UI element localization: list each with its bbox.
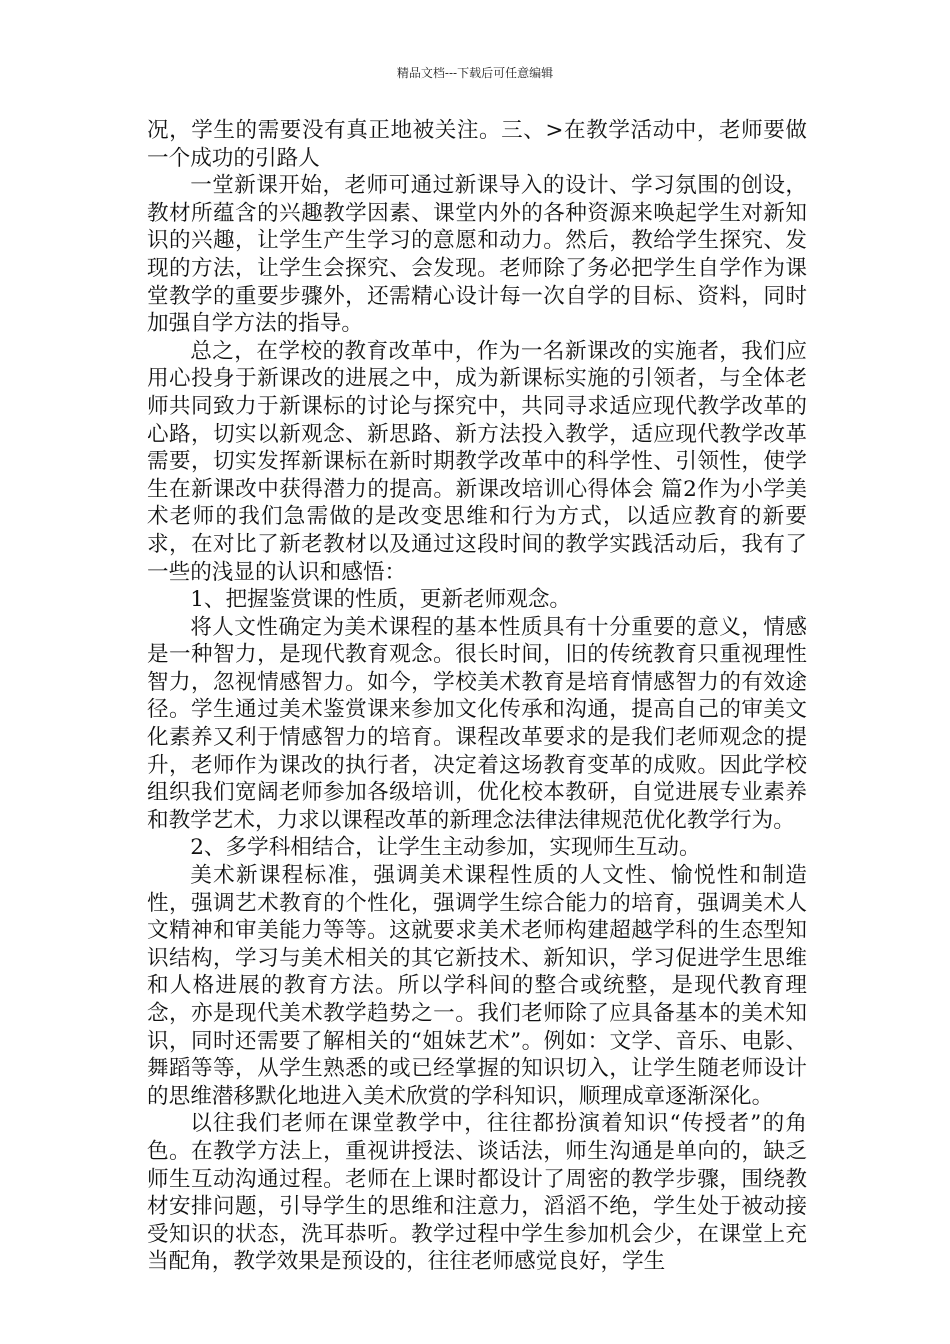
- paragraph-8: 以往我们老师在课堂教学中，往往都扮演着知识“传授者”的角色。在教学方法上，重视讲授法、谈话法，师生沟通是单向的，缺乏师生互动沟通过程。老师在上课时都设计了周密的教学步骤，围绕教材安排问题，引导学生的思维和注意力，滔滔不绝，学生处于被动接受知识的状态，洗耳恭听。教学过程中学生参加机会少，在课堂上充当配角，教学效果是预设的，往往老师感觉良好，学生: [147, 1111, 807, 1275]
- page-header: 精品文档---下载后可任意编辑: [396, 66, 554, 80]
- paragraph-2: 一堂新课开始，老师可通过新课导入的设计、学习氛围的创设，教材所蕴含的兴趣教学因素、课堂内外的各种资源来唤起学生对新知识的兴趣，让学生产生学习的意愿和动力。然后，教给学生探究、发现的方法，让学生会探究、会发现。老师除了务必把学生自学作为课堂教学的重要步骤外，还需精心设计每一次自学的目标、资料，同时加强自学方法的指导。: [147, 173, 807, 337]
- document-body: [147, 117, 807, 1276]
- paragraph-7: 美术新课程标准，强调美术课程性质的人文性、愉悦性和制造性，强调艺术教育的个性化，强调学生综合能力的培育，强调美术人文精神和审美能力等等。这就要求美术老师构建超越学科的生态型知识结构，学习与美术相关的其它新技术、新知识，学习促进学生思维和人格进展的教育方法。所以学科间的整合或统整，是现代教育理念，亦是现代美术教学趋势之一。我们老师除了应具备基本的美术知识，同时还需要了解相关的“姐妹艺术”。例如：文学、音乐、电影、舞蹈等等，从学生熟悉的或已经掌握的知识切入，让学生随老师设计的思维潜移默化地进入美术欣赏的学科知识，顺理成章逐渐深化。: [147, 863, 807, 1109]
- paragraph-3: 总之，在学校的教育改革中，作为一名新课改的实施者，我们应用心投身于新课改的进展之中，成为新课标实施的引领者，与全体老师共同致力于新课标的讨论与探究中，共同寻求适应现代教学改革的心路，切实以新观念、新思路、新方法投入教学，适应现代教学改革需要，切实发挥新课标在新时期教学改革中的科学性、引领性，使学生在新课改中获得潜力的提高。新课改培训心得体会 篇2作为小学美术老师的我们急需做的是改变思维和行为方式，以适应教育的新要求，在对比了新老教材以及通过这段时间的教学实践活动后，我有了一些的浅显的认识和感悟：: [147, 338, 807, 585]
- paragraph-4: 1、把握鉴赏课的性质，更新老师观念。: [190, 587, 572, 613]
- paragraph-1: 况，学生的需要没有真正地被关注。三、>在教学活动中，老师要做一个成功的引路人: [147, 118, 807, 171]
- paragraph-6: 2、多学科相结合，让学生主动参加，实现师生互动。: [190, 835, 701, 861]
- paragraph-5: 将人文性确定为美术课程的基本性质具有十分重要的意义，情感是一种智力，是现代教育观念。很长时间，旧的传统教育只重视理性智力，忽视情感智力。如今，学校美术教育是培育情感智力的有效途径。学生通过美术鉴赏课来参加文化传承和沟通，提高自己的审美文化素养又利于情感智力的培育。课程改革要求的是我们老师观念的提升，老师作为课改的执行者，决定着这场教育变革的成败。因此学校组织我们宽阔老师参加各级培训，优化校本教研，自觉进展专业素养和教学艺术，力求以课程改革的新理念法律法律规范优化教学行为。: [147, 614, 807, 833]
